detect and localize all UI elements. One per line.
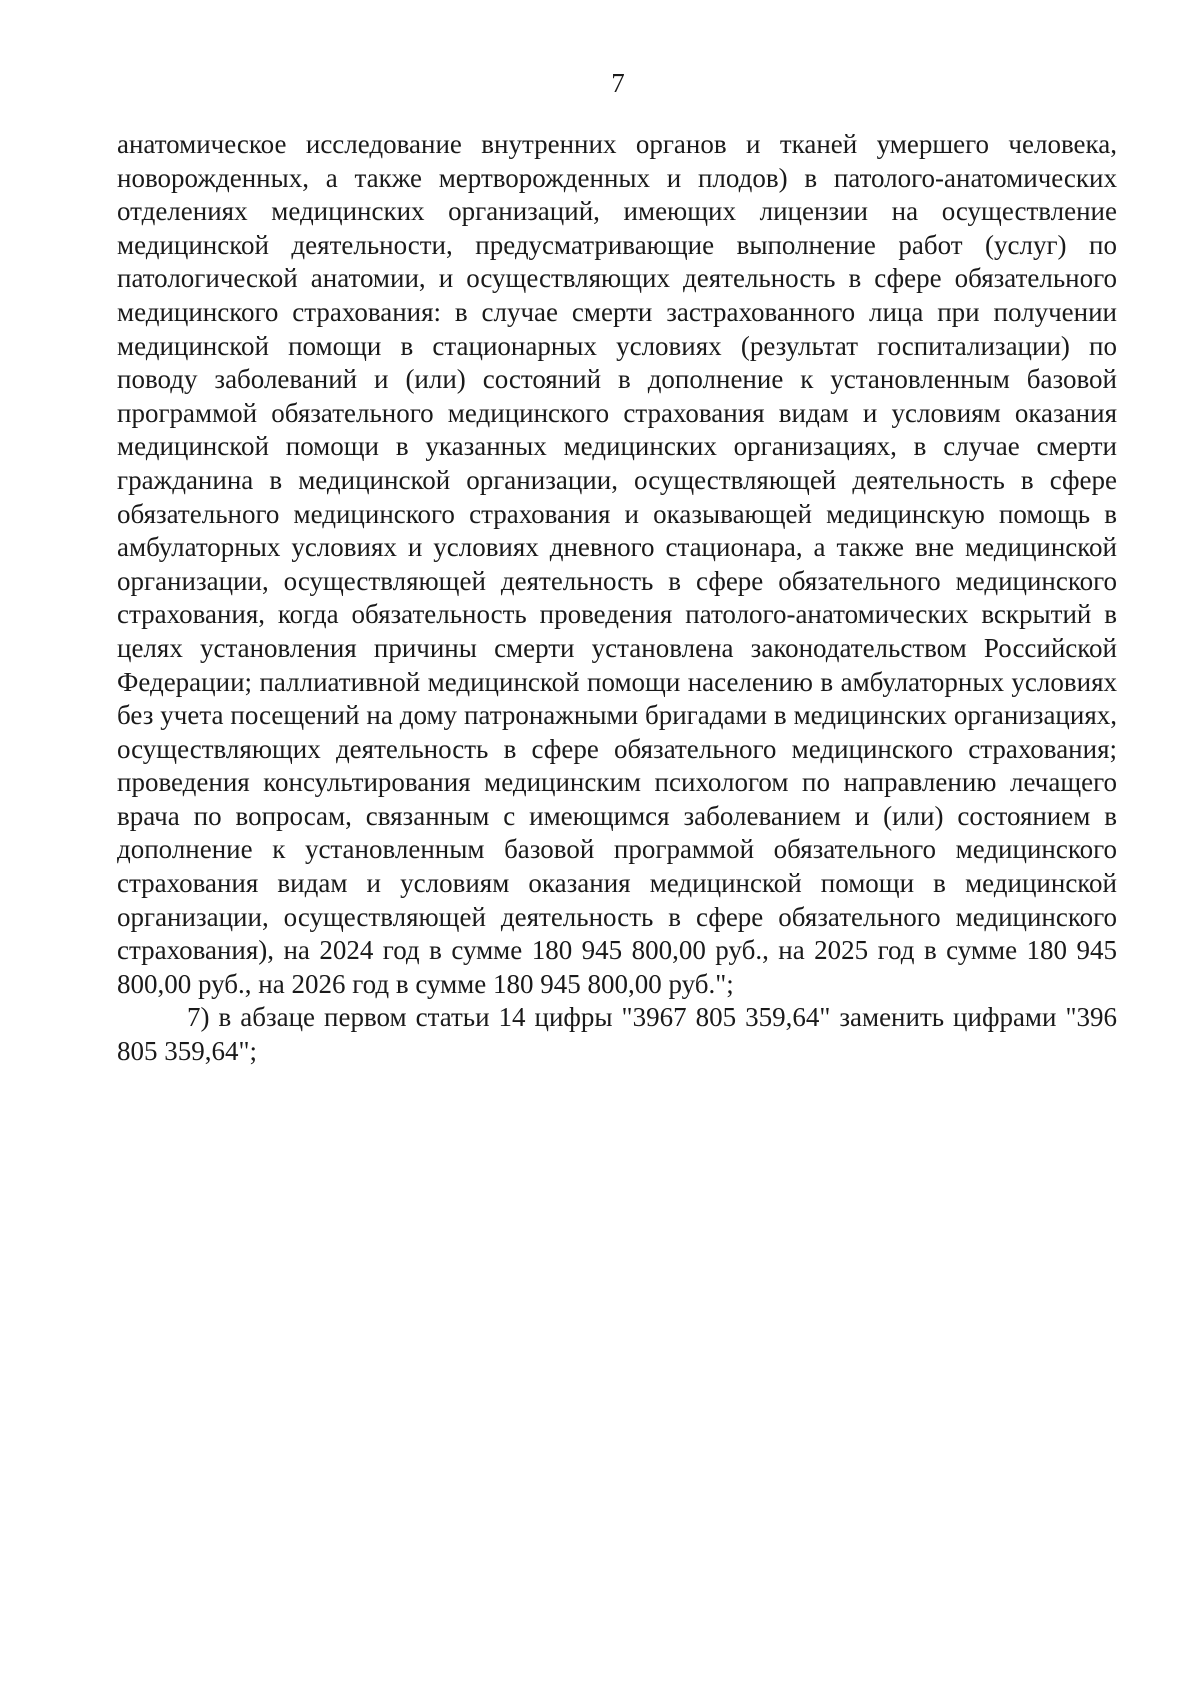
document-body bbox=[117, 128, 1117, 1069]
page-number: 7 bbox=[611, 68, 625, 98]
paragraph-continuation: анатомическое исследование внутренних органов и тканей умершего человека, новорожденных, а также мертворожденных и плодов) в патолого-анатомических отделениях медицинских организаций, имеющих лицензии на осуществление медицинской деятельности, предусматривающие выполнение работ (услуг) по патологической анатомии, и осуществляющих деятельность в сфере обязательного медицинского страхования: в случае смерти застрахованного лица при получении медицинской помощи в стационарных условиях (результат госпитализации) по поводу заболеваний и (или) состояний в дополнение к установленным базовой программой обязательного медицинского страхования видам и условиям оказания медицинской помощи в указанных медицинских организациях, в случае смерти гражданина в медицинской организации, осуществляющей деятельность в сфере обязательного медицинского страхования и оказывающей медицинскую помощь в амбулаторных условиях и условиях дневного стационара, а также вне медицинской организации, осуществляющей деятельность в сфере обязательного медицинского страхования, когда обязательность проведения патолого-анатомических вскрытий в целях установления причины смерти установлена законодательством Российской Федерации; паллиативной медицинской помощи населению в амбулаторных условиях без учета посещений на дому патронажными бригадами в медицинских организациях, осуществляющих деятельность в сфере обязательного медицинского страхования; проведения консультирования медицинским психологом по направлению лечащего врача по вопросам, связанным с имеющимся заболеванием и (или) состоянием в дополнение к установленным базовой программой обязательного медицинского страхования видам и условиям оказания медицинской помощи в медицинской организации, осуществляющей деятельность в сфере обязательного медицинского страхования), на 2024 год в сумме 180 945 800,00 руб., на 2025 год в сумме 180 945 800,00 руб., на 2026 год в сумме 180 945 800,00 руб."; bbox=[117, 129, 1117, 999]
paragraph-item-7: 7) в абзаце первом статьи 14 цифры "3967 805 359,64" заменить цифрами "396 805 359,64"; bbox=[117, 1002, 1117, 1067]
